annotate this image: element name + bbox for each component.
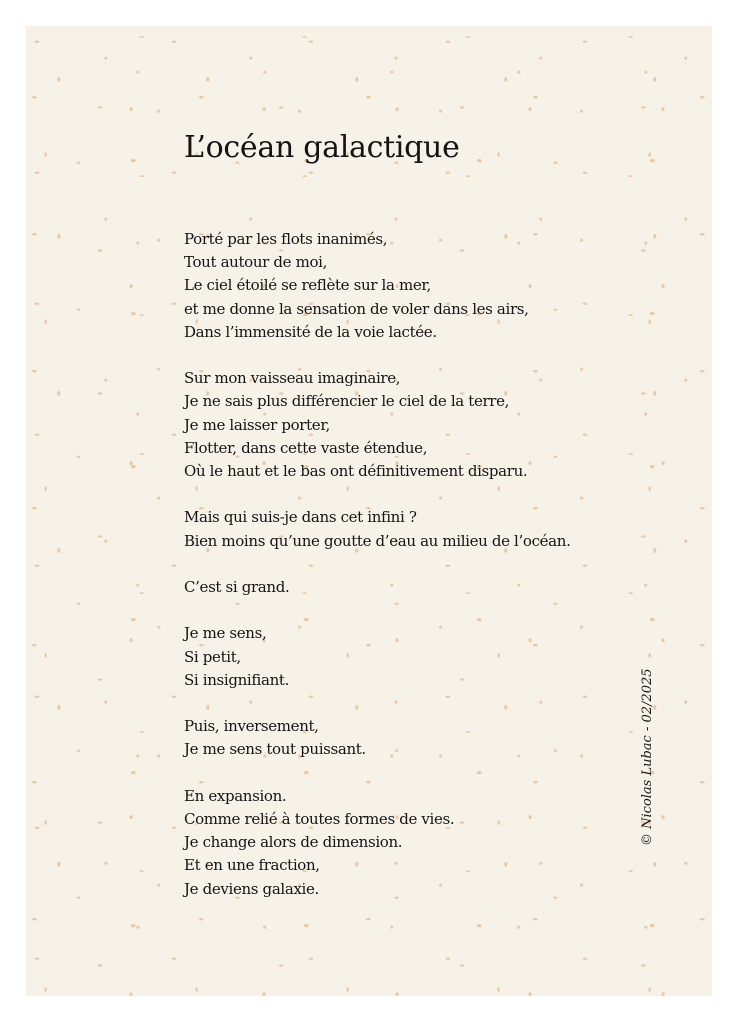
poem-line: Je me sens,	[184, 624, 267, 643]
stanza	[184, 506, 604, 552]
poem-line: En expansion.	[184, 786, 287, 805]
poem-line: Si insignifiant.	[184, 670, 290, 689]
poem-line: Puis, inversement,	[184, 717, 319, 736]
poem-line: Dans l’immensité de la voie lactée.	[184, 322, 437, 341]
poem-line: Bien moins qu’une goutte d’eau au milieu de l’océan.	[184, 531, 571, 550]
stanza	[184, 785, 604, 901]
poem-line: Où le haut et le bas ont définitivement disparu.	[184, 462, 528, 481]
stanza	[184, 576, 604, 599]
poem-line: Je ne sais plus différencier le ciel de la terre,	[184, 392, 510, 411]
poem-line: Sur mon vaisseau imaginaire,	[184, 369, 401, 388]
poem-line: Je deviens galaxie.	[184, 879, 319, 898]
poem-line: Flotter, dans cette vaste étendue,	[184, 438, 428, 457]
poem-line: Je change alors de dimension.	[184, 833, 403, 852]
poem-line: Le ciel étoilé se reflète sur la mer,	[184, 276, 431, 295]
poem-line: Si petit,	[184, 647, 241, 666]
poem-line: Mais qui suis-je dans cet infini ?	[184, 508, 417, 527]
poem-title: L’océan galactique	[184, 130, 460, 165]
stanza	[184, 228, 604, 344]
poem-line: Tout autour de moi,	[184, 253, 328, 272]
poem-line: Porté par les flots inanimés,	[184, 230, 388, 248]
stanza	[184, 715, 604, 761]
poem-line: Je me laisser porter,	[184, 415, 330, 434]
poem-line: Comme relié à toutes formes de vies.	[184, 809, 455, 828]
poem-line: Et en une fraction,	[184, 856, 320, 875]
copyright-signature: © Nicolas Lubac - 02/2025	[640, 668, 655, 846]
poem-line: et me donne la sensation de voler dans les airs,	[184, 299, 529, 318]
stanza	[184, 367, 604, 483]
poem-line: C’est si grand.	[184, 578, 290, 596]
poem-body	[184, 228, 604, 924]
stanza	[184, 622, 604, 692]
paper-page	[26, 26, 712, 996]
poem-line: Je me sens tout puissant.	[184, 740, 366, 759]
